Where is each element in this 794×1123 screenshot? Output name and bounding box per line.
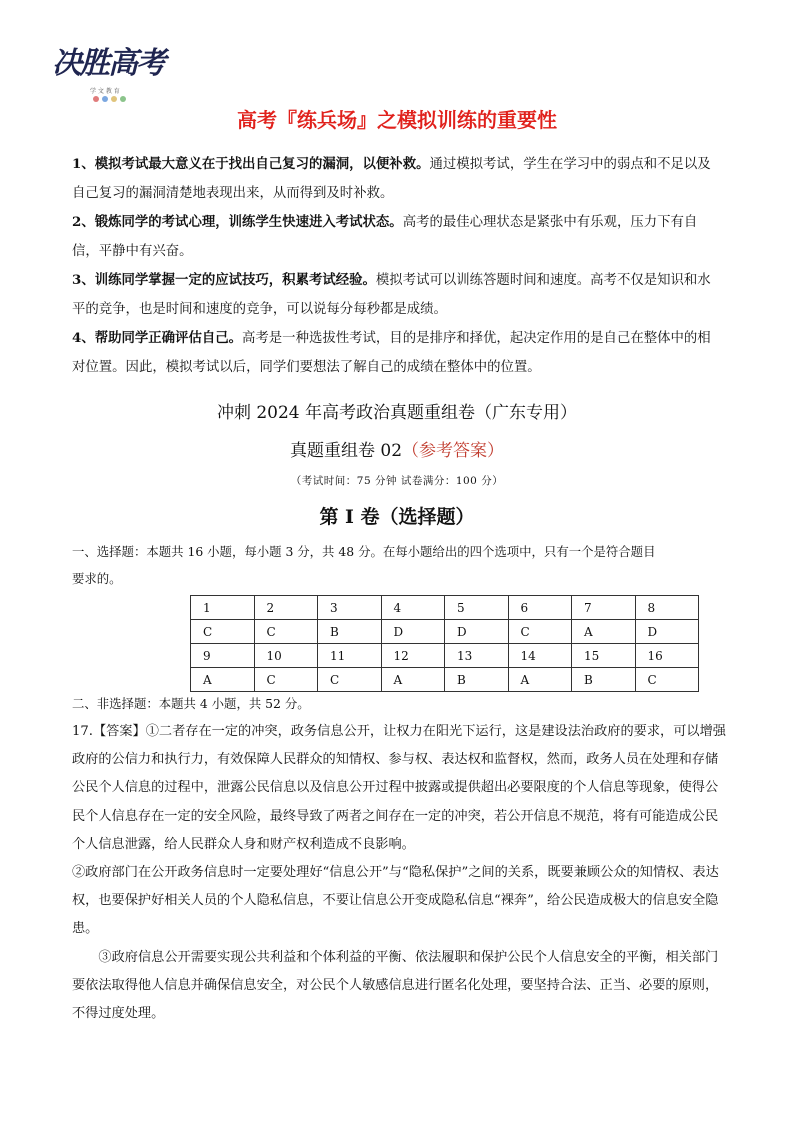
intro-item-heading: 4、帮助同学正确评估自己。	[72, 330, 243, 346]
volume-title: 第 I 卷（选择题）	[319, 506, 475, 528]
answer-key: C	[191, 620, 255, 644]
answer-table	[190, 595, 699, 692]
question-number: 12	[381, 644, 445, 668]
banner-title: 高考『练兵场』之模拟训练的重要性	[237, 108, 557, 132]
section-nonchoice-intro	[72, 690, 728, 717]
answer-key: D	[445, 620, 509, 644]
question-number: 9	[191, 644, 255, 668]
answer-key: A	[572, 620, 636, 644]
table-row	[191, 596, 699, 620]
exam-meta: （考试时间：75 分钟 试卷满分：100 分）	[290, 475, 504, 487]
question-number: 5	[445, 596, 509, 620]
answer-paragraph: ②政府部门在公开政务信息时一定要处理好“信息公开”与“隐私保护”之间的关系，既要兼顾公众的知情权、表达权，也要保护好相关人员的个人隐私信息，不要让信息公开变成隐私信息“裸奔”，给公民造成极大的信息安全隐患。	[72, 865, 719, 937]
answer-key: C	[254, 668, 318, 692]
answer-key: A	[381, 668, 445, 692]
exam-subtitle-answer-label: （参考答案）	[402, 441, 505, 461]
section-choice-intro	[72, 538, 728, 592]
question-number: 13	[445, 644, 509, 668]
answer-key: D	[635, 620, 699, 644]
question-number: 3	[318, 596, 382, 620]
section-line: 一、选择题：本题共 16 小题，每小题 3 分，共 48 分。在每小题给出的四个选项中，只有一个是符合题目	[72, 544, 656, 559]
answer-paragraph	[72, 718, 726, 859]
logo-subtitle: 学 文 教 育	[90, 88, 120, 95]
intro-item-heading: 2、锻炼同学的考试心理，训练学生快速进入考试状态。	[72, 214, 403, 230]
intro-list	[72, 150, 724, 382]
section-line: 要求的。	[72, 571, 122, 586]
answer-key: C	[635, 668, 699, 692]
question-number: 4	[381, 596, 445, 620]
question-number: 1	[191, 596, 255, 620]
question-number: 11	[318, 644, 382, 668]
intro-item	[72, 150, 724, 208]
answer-label: 17.【答案】	[72, 724, 146, 739]
answer-key: C	[508, 620, 572, 644]
brand-logo	[52, 38, 170, 108]
answer-key: C	[254, 620, 318, 644]
answer-key: A	[508, 668, 572, 692]
table-row	[191, 620, 699, 644]
logo-text: 决胜高考	[52, 46, 164, 81]
table-row	[191, 644, 699, 668]
intro-item	[72, 208, 724, 266]
question-number: 15	[572, 644, 636, 668]
exam-title: 冲刺 2024 年高考政治真题重组卷（广东专用）	[216, 403, 578, 423]
answer-key: B	[445, 668, 509, 692]
intro-item-text: 高考是一种选拔性考试，目的是排序和择优，起决定作用的是自己在整体中的相对位置。因此，模拟考试以后，同学们要想法了解自己的成绩在整体中的位置。	[72, 331, 711, 375]
intro-item-text: 模拟考试可以训练答题时间和速度。高考不仅是知识和水平的竞争，也是时间和速度的竞争，可以说每分每秒都是成绩。	[72, 273, 711, 317]
answer-key: C	[318, 668, 382, 692]
question-number: 16	[635, 644, 699, 668]
logo-decoration-icon	[92, 94, 132, 104]
intro-item-text: 高考的最佳心理状态是紧张中有乐观，压力下有自信，平静中有兴奋。	[72, 215, 698, 259]
intro-item-heading: 1、模拟考试最大意义在于找出自己复习的漏洞，以便补救。	[72, 156, 430, 172]
answer-key: B	[318, 620, 382, 644]
intro-item	[72, 266, 724, 324]
exam-subtitle-main: 真题重组卷 02	[289, 441, 403, 461]
question-number: 10	[254, 644, 318, 668]
intro-item-heading: 3、训练同学掌握一定的应试技巧，积累考试经验。	[72, 272, 376, 288]
answer-text: ①二者存在一定的冲突，政务信息公开，让权力在阳光下运行，这是建设法治政府的要求，可以增强政府的公信力和执行力，有效保障人民群众的知情权、参与权、表达权和监督权，然而，政务人员在处理和存储公民个人信息的过程中，泄露公民信息以及信息公开过程中披露或提供超出必要限度的个人信息等现象，使得公民个人信息存在一定的安全风险，最终导致了两者之间存在一定的冲突，若公开信息不规范，将有可能造成公民个人信息泄露，给人民群众人身和财产权利造成不良影响。	[72, 724, 726, 852]
question-number: 6	[508, 596, 572, 620]
answer-key: D	[381, 620, 445, 644]
question-number: 8	[635, 596, 699, 620]
intro-item	[72, 324, 724, 382]
intro-item-text: 通过模拟考试，学生在学习中的弱点和不足以及自己复习的漏洞清楚地表现出来，从而得到及时补救。	[72, 157, 711, 201]
answer-key: A	[191, 668, 255, 692]
table-row	[191, 668, 699, 692]
question-number: 7	[572, 596, 636, 620]
question-17-answer	[72, 718, 726, 1028]
answer-key: B	[572, 668, 636, 692]
question-number: 14	[508, 644, 572, 668]
answer-paragraph: ③政府信息公开需要实现公共利益和个体利益的平衡、依法履职和保护公民个人信息安全的平衡，相关部门要依法取得他人信息并确保信息安全，对公民个人敏感信息进行匿名化处理，要坚持合法、正当、必要的原则，不得过度处理。	[72, 949, 719, 1022]
section-line: 二、非选择题：本题共 4 小题，共 52 分。	[72, 696, 310, 711]
question-number: 2	[254, 596, 318, 620]
exam-subtitle	[0, 436, 794, 461]
